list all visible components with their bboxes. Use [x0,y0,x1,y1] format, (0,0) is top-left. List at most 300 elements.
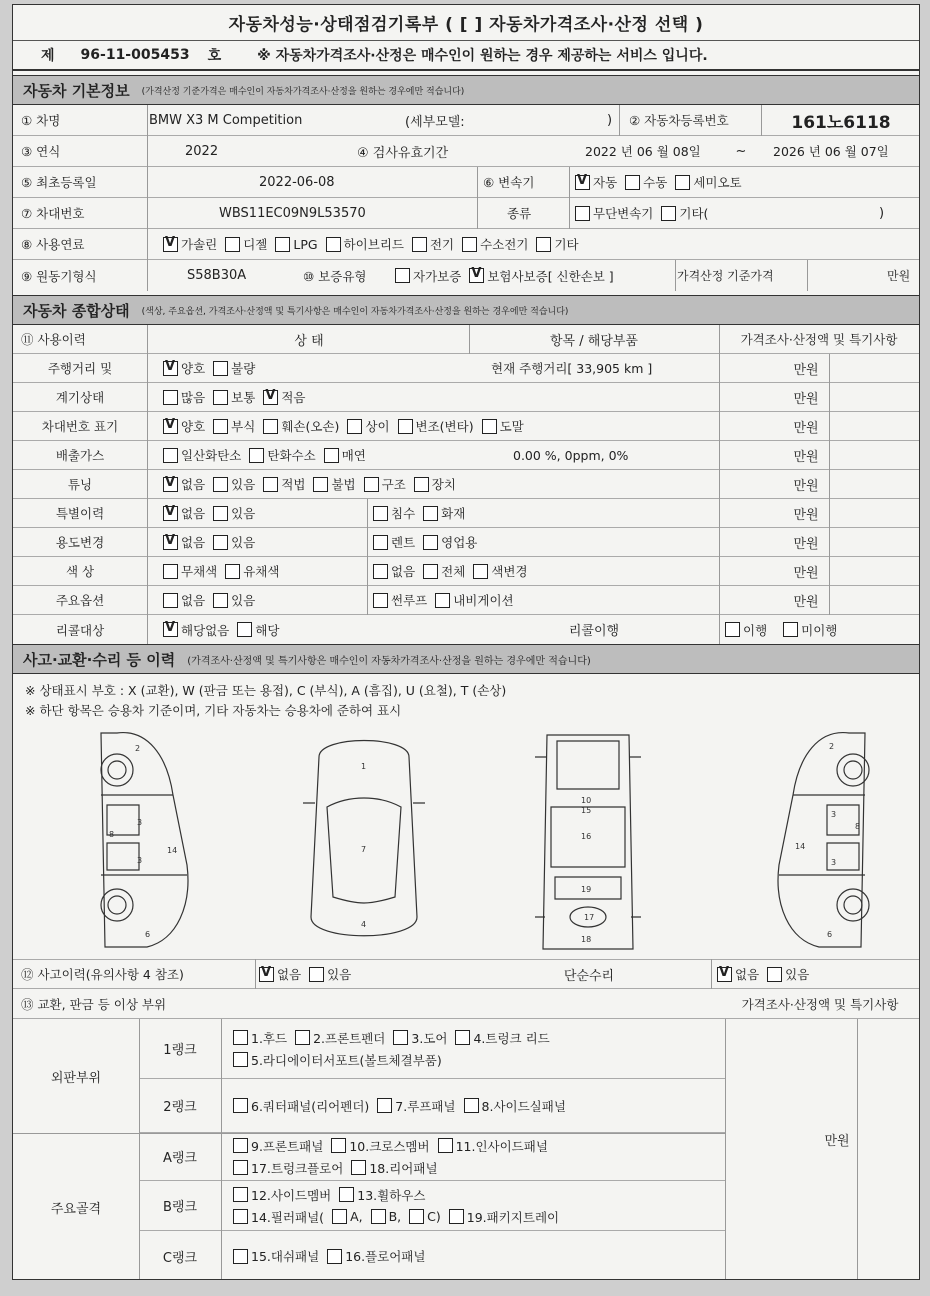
trans-close: ) [879,205,885,221]
part-label: B, [388,1209,402,1224]
part-label: 10.크로스멤버 [349,1138,430,1154]
part-checkbox[interactable] [332,1209,347,1224]
inspect-to: 2026 년 06 월 07일 [773,144,889,159]
left-num-2: 2 [135,744,141,753]
extra-opt-label: 없음 [391,564,416,579]
part-label: 7.루프패널 [395,1098,456,1114]
recall-none-checkbox[interactable] [163,622,178,637]
state-opt-label: 변조(변타) [415,419,474,434]
state-opt-checkbox[interactable] [213,361,228,376]
overall-row-unit: 만원 [793,507,819,523]
col-price: 가격조사·산정액 및 특기사항 [740,332,898,347]
state-opt-label: 부식 [231,419,256,434]
overall-row-label: 색 상 [65,564,95,579]
part-checkbox[interactable] [233,1098,248,1113]
recall-applicable-label: 해당 [255,622,280,638]
accident-title: 사고·교환·수리 등 이력 [23,650,176,669]
left-num-3a: 3 [137,818,143,827]
part-checkbox[interactable] [295,1030,310,1045]
engine-row [13,260,919,291]
fuel-gasoline-checkbox[interactable] [163,237,178,252]
fuel-electric-checkbox[interactable] [412,237,427,252]
part-checkbox[interactable] [233,1052,248,1067]
recall-opts [163,615,463,644]
basic-info-header [13,75,919,105]
recall-none-label: 해당없음 [181,622,230,638]
part-label: 15.대쉬패널 [251,1249,320,1264]
extra-opt-label: 영업용 [441,535,478,550]
overall-col-header [13,325,919,354]
state-opt-checkbox[interactable] [263,390,278,405]
recall-notdone-checkbox[interactable] [783,622,798,637]
part-label: 4.트렁크 리드 [473,1030,550,1046]
trans-manual-checkbox[interactable] [625,175,640,190]
inspect-label: ④ 검사유효기간 [357,145,449,161]
fuel-lpg-label: LPG [293,236,318,252]
state-opt-checkbox[interactable] [225,564,240,579]
part-label: 12.사이드멤버 [251,1187,332,1203]
state-opt-checkbox[interactable] [263,477,278,492]
right-num-3b: 3 [831,858,837,867]
state-opt-label: 없음 [181,535,206,550]
extra-opt-label: 내비게이션 [453,593,514,608]
col-item: 항목 / 해당부품 [550,333,638,349]
warranty-self-checkbox[interactable] [395,268,410,283]
warranty-insurer-label: 보험사보증[ 신한손보 ] [487,268,614,284]
overall-row [13,586,919,615]
right-num-8: 8 [855,822,861,831]
fuel-hybrid-label: 하이브리드 [343,237,404,252]
part-label: 19.패키지트레이 [466,1209,560,1225]
rank-label: 2랭크 [163,1100,197,1115]
state-opt-checkbox[interactable] [313,477,328,492]
overall-row [13,470,919,499]
state-opt-checkbox[interactable] [213,477,228,492]
state-opt-label: 구조 [381,477,406,492]
trans-other-label: 기타( [679,206,709,221]
state-opt-checkbox[interactable] [482,419,497,434]
under-num-18: 18 [581,935,592,944]
state-opt-checkbox[interactable] [163,593,178,608]
state-opt-checkbox[interactable] [213,535,228,550]
car-name-label: ① 차명 [21,113,61,128]
state-opt-checkbox[interactable] [347,419,362,434]
document-title: 자동차성능·상태점검기록부 ( [ ] 자동차가격조사·산정 선택 ) [13,5,919,41]
trans-cvt-label: 무단변속기 [593,206,654,221]
overall-row [13,499,919,528]
top-num-7: 7 [361,845,367,854]
overall-row-label: 계기상태 [55,390,105,405]
part-label: 2.프론트펜더 [313,1030,386,1046]
fuel-label: ⑧ 사용연료 [21,237,85,252]
extra-opt-checkbox[interactable] [423,564,438,579]
overall-row-unit: 만원 [793,391,819,407]
extra-opt-checkbox[interactable] [435,593,450,608]
trans-manual-label: 수동 [643,175,668,190]
fuel-electric-label: 전기 [429,237,455,252]
state-opt-label: 있음 [231,506,256,521]
part-checkbox[interactable] [393,1030,408,1045]
warranty-self-label: 자가보증 [413,268,462,284]
state-opt-checkbox[interactable] [163,361,178,376]
left-num-8: 8 [109,830,115,839]
part-label: 11.인사이드패널 [455,1138,548,1154]
rank-label: A랭크 [162,1151,197,1166]
part-checkbox[interactable] [233,1249,248,1264]
rank-parts [233,1181,567,1230]
trans-label-2: 종류 [507,206,532,221]
legend-line-1: ※ 상태표시 부호 : X (교환), W (판금 또는 용접), C (부식), A (흠집), U (요철), T (손상) [25,683,507,698]
overall-row-unit: 만원 [793,420,819,436]
rank-parts [233,1133,556,1180]
overall-row [13,528,919,557]
state-opt-label: 장치 [431,477,456,492]
year-label: ③ 연식 [21,144,61,159]
doc-no-label: 제 [41,48,55,64]
state-opt-checkbox[interactable] [364,477,379,492]
parts-price-unit: 만원 [824,1133,850,1149]
overall-row-opts [163,528,363,556]
overall-row-label: 차대번호 표기 [41,419,119,434]
part-checkbox[interactable] [233,1209,248,1224]
rank-parts [233,1079,574,1132]
state-opt-label: 불법 [331,477,356,492]
first-reg: 2022-06-08 [259,174,335,190]
first-reg-row [13,167,919,198]
part-label: 3.도어 [411,1030,448,1046]
first-reg-label: ⑤ 최초등록일 [21,175,97,190]
rank-label: B랭크 [162,1200,198,1215]
vin-label: ⑦ 차대번호 [21,206,85,221]
extra-opt-label: 전체 [441,564,466,579]
state-opt-label: 유채색 [243,564,280,579]
trans-semiauto-label: 세미오토 [693,175,742,190]
state-opt-label: 도말 [499,419,524,434]
trans-opts-2 [575,198,875,228]
state-opt-checkbox[interactable] [163,506,178,521]
part-label: 6.쿼터패널(리어펜더) [251,1098,370,1114]
state-opt-label: 양호 [181,361,206,376]
vin: WBS11EC09N9L53570 [219,205,366,221]
col-state: 상 태 [294,333,324,349]
overall-row-unit: 만원 [793,565,819,581]
overall-row-unit: 만원 [793,594,819,610]
reg-no-label: ② 자동차등록번호 [629,113,729,128]
part-checkbox[interactable] [409,1209,424,1224]
recall-row [13,615,919,644]
part-checkbox[interactable] [351,1160,366,1175]
state-opt-label: 보통 [231,390,256,405]
rank-parts [233,1019,558,1078]
rank-label: 1랭크 [163,1043,197,1058]
car-diagram-left-side [77,725,217,955]
inspection-record-sheet [12,4,920,1280]
fuel-other-label: 기타 [554,237,579,252]
overall-row-label: 주행거리 및 [47,361,113,376]
overall-row-label: 튜닝 [67,477,93,492]
parts-price-header: 가격조사·산정액 및 특기사항 [741,996,899,1012]
state-opt-label: 적법 [281,477,306,492]
rank-label: C랭크 [162,1250,198,1266]
extra-opt-checkbox[interactable] [373,593,388,608]
state-opt-checkbox[interactable] [163,448,178,463]
part-checkbox[interactable] [371,1209,386,1224]
extra-opt-checkbox[interactable] [373,506,388,521]
part-label: 5.라디에이터서포트(볼트체결부품) [251,1052,442,1068]
state-opt-checkbox[interactable] [213,506,228,521]
state-opt-label: 없음 [181,477,206,492]
part-label: 17.트렁크플로어 [251,1160,344,1176]
parts-label: ⑬ 교환, 판금 등 이상 부위 [21,996,167,1012]
year: 2022 [185,143,219,159]
right-num-14: 14 [795,842,806,851]
right-num-6: 6 [827,930,833,939]
state-opt-checkbox[interactable] [163,390,178,405]
warranty-insurer-checkbox[interactable] [469,268,484,283]
history-yes-checkbox[interactable] [309,967,324,982]
under-num-19: 19 [581,885,592,894]
detail-model-close: ) [607,112,613,128]
history-label: ⑫ 사고이력(유의사항 4 참조) [21,967,184,982]
inspect-from: 2022 년 06 월 08일 [585,144,701,159]
extra-opt-checkbox[interactable] [373,564,388,579]
overall-row [13,354,919,383]
overall-row-opts [163,557,363,585]
overall-row [13,412,919,441]
service-notice: ※ 자동차가격조사·산정은 매수인이 원하는 경우 제공하는 서비스 입니다. [257,48,708,64]
parts-grid [13,1019,919,1280]
history-opts [259,960,459,988]
rank-row [139,1133,725,1181]
state-opt-label: 있음 [231,593,256,608]
part-checkbox[interactable] [331,1138,346,1153]
state-opt-label: 양호 [181,419,206,434]
history-yes-label: 있음 [327,967,352,982]
overall-header [13,295,919,325]
part-checkbox[interactable] [464,1098,479,1113]
overall-row-opts [163,412,713,440]
extra-opt-label: 침수 [391,506,416,521]
right-num-3a: 3 [831,810,837,819]
state-opt-checkbox[interactable] [249,448,264,463]
part-checkbox[interactable] [327,1249,342,1264]
overall-row [13,383,919,412]
overall-row-opts [163,586,363,614]
part-checkbox[interactable] [455,1030,470,1045]
overall-row [13,441,919,470]
extra-opt-label: 화재 [441,506,466,521]
car-diagram-right-side [759,725,889,955]
extra-opt-checkbox[interactable] [473,564,488,579]
left-num-14: 14 [167,846,178,855]
year-row [13,136,919,167]
repair-yes-label: 있음 [785,967,810,982]
fuel-row [13,229,919,260]
doc-no: 96-11-005453 [80,47,190,63]
car-diagram-top [299,727,429,957]
document-number-row [13,41,919,71]
overall-row-label: 용도변경 [55,535,105,550]
recall-status [725,615,919,644]
car-name: BMW X3 M Competition [149,112,303,128]
state-opt-label: 불량 [231,361,256,376]
overall-row-extra [373,557,713,585]
accident-note: (가격조사·산정액 및 특기사항은 매수인이 자동차가격조사·산정을 원하는 경우에만 적습니다) [187,655,591,667]
rank-row [139,1231,725,1280]
state-opt-checkbox[interactable] [263,419,278,434]
repair-none-label: 없음 [735,967,760,982]
state-opt-checkbox[interactable] [324,448,339,463]
state-opt-checkbox[interactable] [163,535,178,550]
overall-row-extra [373,528,713,556]
state-opt-label: 있음 [231,535,256,550]
left-num-6: 6 [145,930,151,939]
fuel-lpg-checkbox[interactable] [275,237,290,252]
overall-row-extra [373,586,713,614]
state-opt-label: 있음 [231,477,256,492]
part-label: A, [350,1209,363,1224]
state-opt-label: 매연 [341,448,366,463]
trans-auto-label: 자동 [593,175,618,190]
fuel-other-checkbox[interactable] [536,237,551,252]
recall-applicable-checkbox[interactable] [237,622,252,637]
trans-semiauto-checkbox[interactable] [675,175,690,190]
overall-row-unit: 만원 [793,478,819,494]
trans-other-checkbox[interactable] [661,206,676,221]
state-opt-label: 무채색 [181,564,218,579]
basic-info-note: (가격산정 기준가격은 매수인이 자동차가격조사·산정을 원하는 경우에만 적습니다) [141,86,465,97]
overall-row-opts [163,383,713,411]
price-base-unit: 만원 [887,269,911,283]
extra-opt-checkbox[interactable] [423,506,438,521]
under-num-15: 15 [581,806,592,815]
part-checkbox[interactable] [233,1030,248,1045]
simple-repair-opts [717,960,917,988]
recall-label: 리콜대상 [55,622,105,638]
recall-notdone-label: 미이행 [801,622,838,638]
detail-model-label: (세부모델: [405,114,465,130]
part-checkbox[interactable] [377,1098,392,1113]
part-label: 14.필러패널( [251,1209,325,1225]
part-label: 8.사이드실패널 [481,1098,566,1114]
recall-item: 리콜이행 [568,624,620,639]
price-base-label: 가격산정 기준가격 [677,269,774,283]
under-num-10: 10 [581,796,592,805]
state-opt-checkbox[interactable] [213,593,228,608]
rank-row [139,1019,725,1079]
overall-row-unit: 만원 [793,449,819,465]
part-label: 18.리어패널 [369,1160,438,1176]
overall-title: 자동차 종합상태 [23,301,130,320]
state-opt-label: 없음 [181,593,206,608]
part-checkbox[interactable] [233,1138,248,1153]
right-num-2: 2 [829,742,835,751]
recall-done-label: 이행 [743,622,768,638]
rank-row [139,1181,725,1231]
trans-auto-checkbox[interactable] [575,175,590,190]
under-num-17: 17 [584,913,595,922]
recall-done-checkbox[interactable] [725,622,740,637]
simple-repair-label: 단순수리 [563,968,615,984]
overall-row-item: 현재 주행거리[ 33,905 km ] [491,361,653,376]
overall-row-unit: 만원 [793,362,819,378]
part-checkbox[interactable] [339,1187,354,1202]
fuel-hybrid-checkbox[interactable] [326,237,341,252]
state-opt-checkbox[interactable] [163,564,178,579]
part-label: 16.플로어패널 [345,1249,426,1264]
part-checkbox[interactable] [233,1187,248,1202]
repair-yes-checkbox[interactable] [767,967,782,982]
state-opt-label: 일산화탄소 [181,448,242,463]
overall-row-label: 배출가스 [55,448,105,463]
overall-row-label: 주요옵션 [55,593,105,608]
overall-row-item: 0.00 %, 0ppm, 0% [513,447,629,463]
trans-cvt-checkbox[interactable] [575,206,590,221]
trans-label-1: ⑥ 변속기 [483,175,535,190]
state-opt-checkbox[interactable] [414,477,429,492]
state-opt-label: 없음 [181,506,206,521]
engine: S58B30A [187,268,247,283]
history-row [13,959,919,989]
overall-note: (색상, 주요옵션, 가격조사·산정액 및 특기사항은 매수인이 자동차가격조사·산정을 원하는 경우에만 적습니다) [141,306,569,317]
car-name-row [13,105,919,136]
fuel-gasoline-label: 가솔린 [181,237,218,252]
doc-no-suffix: 호 [207,48,222,64]
overall-row-extra [373,499,713,527]
basic-info-title: 자동차 기본정보 [23,81,130,100]
state-opt-checkbox[interactable] [213,390,228,405]
inspect-sep: ~ [735,143,747,159]
fuel-diesel-label: 디젤 [243,237,268,252]
extra-opt-label: 렌트 [391,535,416,550]
part-checkbox[interactable] [449,1209,464,1224]
reg-no: 161노6118 [791,112,891,133]
fuel-hydrogen-label: 수소전기 [480,237,529,252]
accident-header [13,644,919,674]
trans-opts-1 [575,167,915,197]
fuel-opts [163,229,913,259]
overall-row-opts [163,499,363,527]
part-checkbox[interactable] [233,1160,248,1175]
fuel-diesel-checkbox[interactable] [225,237,240,252]
extra-opt-label: 색변경 [491,564,528,579]
repair-none-checkbox[interactable] [717,967,732,982]
overall-row [13,557,919,586]
top-num-4: 4 [361,920,367,929]
warranty-label: ⑩ 보증유형 [303,268,367,284]
fuel-hydrogen-checkbox[interactable] [462,237,477,252]
col-usage: ⑪ 사용이력 [21,332,86,347]
state-opt-label: 많음 [181,390,206,405]
state-opt-checkbox[interactable] [163,419,178,434]
part-checkbox[interactable] [438,1138,453,1153]
state-opt-label: 탄화수소 [267,448,316,463]
car-diagram-underbody [533,727,643,957]
state-opt-checkbox[interactable] [398,419,413,434]
extra-opt-checkbox[interactable] [423,535,438,550]
legend-line-2: ※ 하단 항목은 승용차 기준이며, 기타 자동차는 승용차에 준하여 표시 [25,703,402,718]
state-opt-label: 상이 [365,419,390,434]
left-num-3b: 3 [137,856,143,865]
state-opt-checkbox[interactable] [163,477,178,492]
state-opt-checkbox[interactable] [213,419,228,434]
group-outer: 외판부위 [50,1070,102,1086]
extra-opt-checkbox[interactable] [373,535,388,550]
rank-row [139,1079,725,1133]
part-label: 13.휠하우스 [357,1187,426,1203]
history-none-checkbox[interactable] [259,967,274,982]
vin-row [13,198,919,229]
